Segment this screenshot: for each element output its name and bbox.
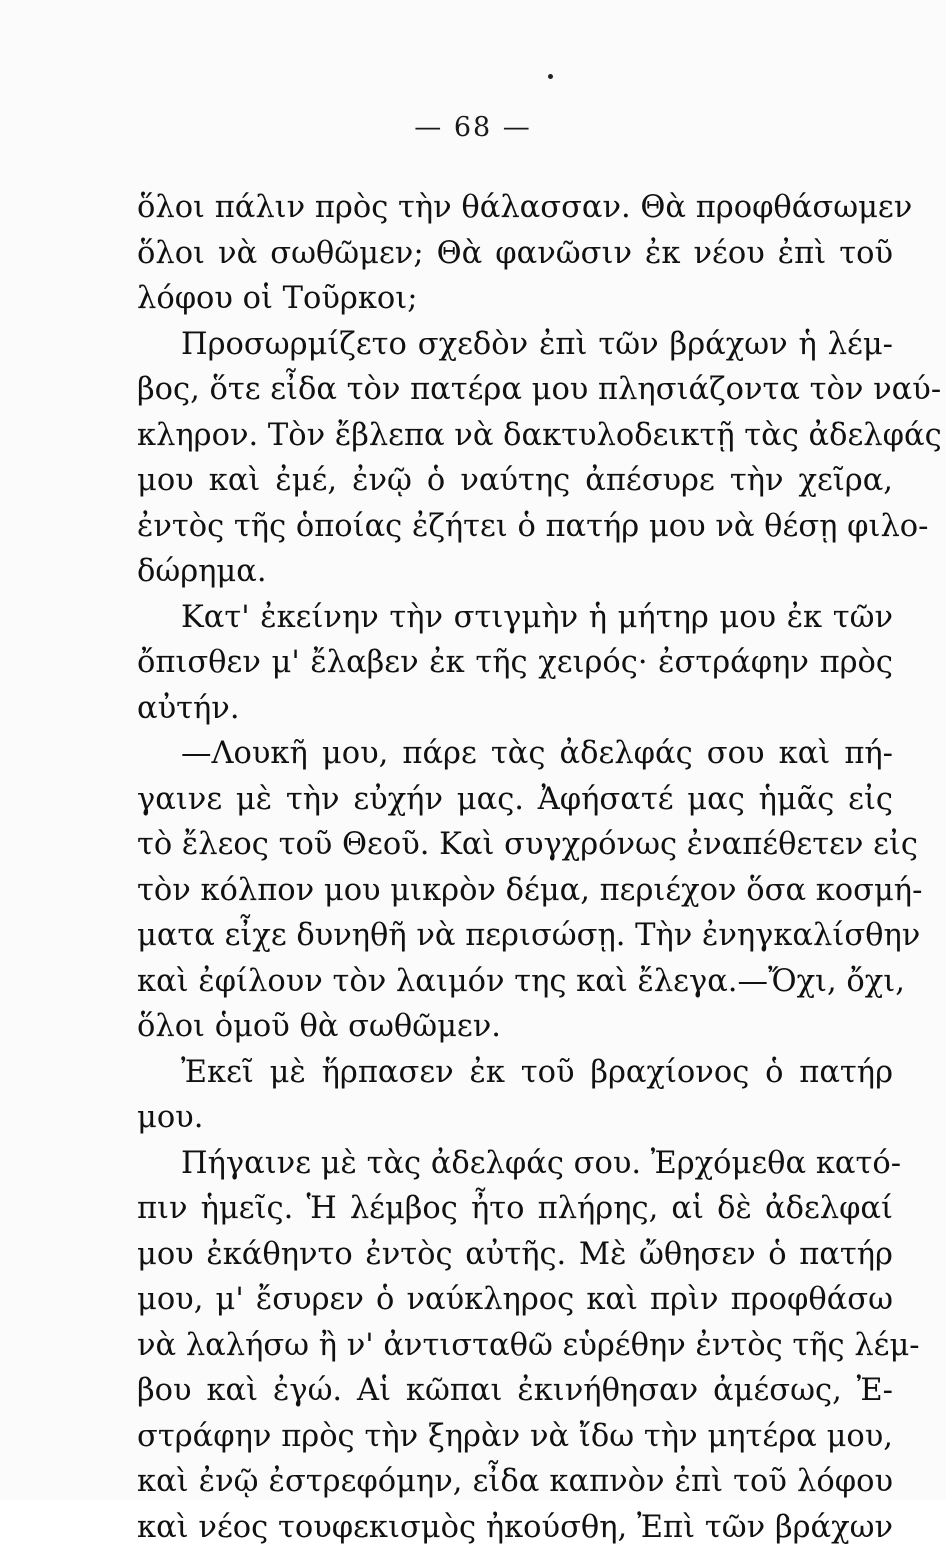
text-line: κληρον. Τὸν ἔβλεπα νὰ δακτυλοδεικτῇ τὰς ἀδελφάς <box>137 413 893 459</box>
text-line: βου καὶ ἐγώ. Αἱ κῶπαι ἐκινήθησαν ἀμέσως, Ἐ- <box>137 1368 893 1414</box>
text-line: ὅλοι νὰ σωθῶμεν; Θὰ φανῶσιν ἐκ νέου ἐπὶ τοῦ <box>137 231 893 277</box>
text-line: μου ἐκάθηντο ἐντὸς αὐτῆς. Μὲ ὤθησεν ὁ πατήρ <box>137 1232 893 1278</box>
text-line: ἐντὸς τῆς ὁποίας ἐζήτει ὁ πατήρ μου νὰ θέσῃ φιλο- <box>137 504 893 550</box>
text-line: —Λουκῆ μου, πάρε τὰς ἀδελφάς σου καὶ πή- <box>137 731 893 777</box>
text-line: αὐτήν. <box>137 686 893 732</box>
text-line: μου. <box>137 1095 893 1141</box>
text-line: λόφου οἱ Τοῦρκοι; <box>137 276 893 322</box>
text-line: καὶ ἐνῷ ἐστρεφόμην, εἶδα καπνὸν ἐπὶ τοῦ λόφου <box>137 1459 893 1505</box>
text-line: Πήγαινε μὲ τὰς ἀδελφάς σου. Ἐρχόμεθα κατό- <box>137 1141 893 1187</box>
text-line: ματα εἶχε δυνηθῆ νὰ περισώσῃ. Τὴν ἐνηγκαλίσθην <box>137 913 893 959</box>
text-line: δώρημα. <box>137 549 893 595</box>
text-line: ὅλοι ὁμοῦ θὰ σωθῶμεν. <box>137 1004 893 1050</box>
text-line: Ἐκεῖ μὲ ἥρπασεν ἐκ τοῦ βραχίονος ὁ πατήρ <box>137 1050 893 1096</box>
text-line: πιν ἡμεῖς. Ἡ λέμβος ἦτο πλήρης, αἱ δὲ ἀδελφαί <box>137 1186 893 1232</box>
body-text <box>137 185 893 1550</box>
text-line: Προσωρμίζετο σχεδὸν ἐπὶ τῶν βράχων ἡ λέμ- <box>137 322 893 368</box>
text-line: βος, ὅτε εἶδα τὸν πατέρα μου πλησιάζοντα τὸν ναύ- <box>137 367 893 413</box>
text-line: καὶ ἐφίλουν τὸν λαιμόν της καὶ ἔλεγα.—Ὄχι, ὄχι, <box>137 959 893 1005</box>
text-line: καὶ νέος τουφεκισμὸς ἠκούσθη, Ἐπὶ τῶν βράχων <box>137 1505 893 1550</box>
page-number: — 68 — <box>0 112 946 143</box>
text-line: τὸν κόλπον μου μικρὸν δέμα, περιέχον ὅσα κοσμή- <box>137 868 893 914</box>
text-line: ὅλοι πάλιν πρὸς τὴν θάλασσαν. Θὰ προφθάσωμεν <box>137 185 893 231</box>
text-line: Κατ' ἐκείνην τὴν στιγμὴν ἡ μήτηρ μου ἐκ τῶν <box>137 595 893 641</box>
text-line: μου, μ' ἔσυρεν ὁ ναύκληρος καὶ πρὶν προφθάσω <box>137 1277 893 1323</box>
text-line: γαινε μὲ τὴν εὐχήν μας. Ἀφήσατέ μας ἡμᾶς εἰς <box>137 777 893 823</box>
text-line: στράφην πρὸς τὴν ξηρὰν νὰ ἴδω τὴν μητέρα μου, <box>137 1414 893 1460</box>
ink-speck <box>548 74 553 79</box>
text-line: μου καὶ ἐμέ, ἐνῷ ὁ ναύτης ἀπέσυρε τὴν χεῖρα, <box>137 458 893 504</box>
text-line: νὰ λαλήσω ἢ ν' ἀντισταθῶ εὑρέθην ἐντὸς τῆς λέμ- <box>137 1323 893 1369</box>
text-line: τὸ ἔλεος τοῦ Θεοῦ. Καὶ συγχρόνως ἐναπέθετεν εἰς <box>137 822 893 868</box>
text-line: ὄπισθεν μ' ἔλαβεν ἐκ τῆς χειρός· ἐστράφην πρὸς <box>137 640 893 686</box>
